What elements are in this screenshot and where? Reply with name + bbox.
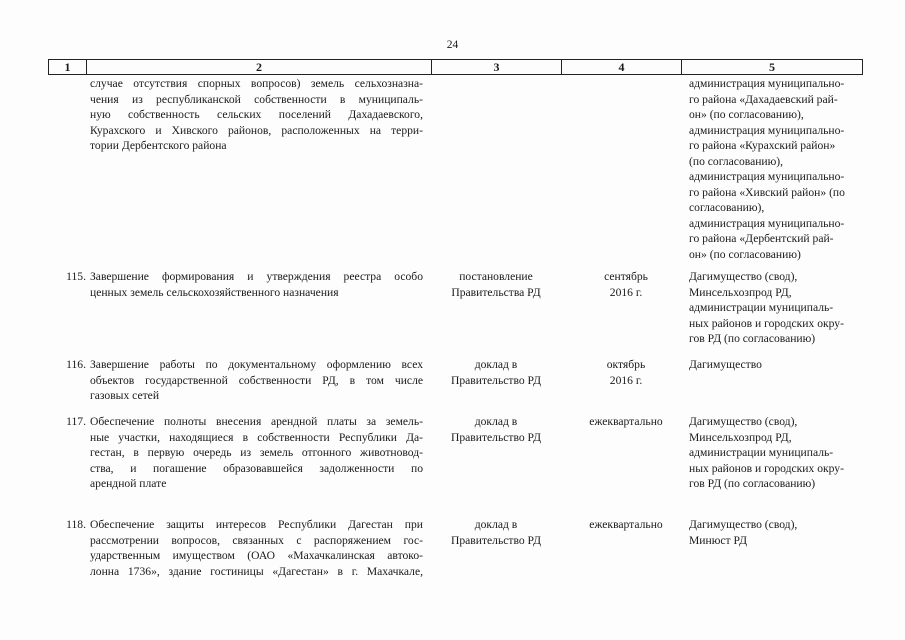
resp-line: Дагимущество (свод), xyxy=(689,518,798,531)
resp-line: администрация муниципально- xyxy=(689,123,845,137)
header-col-5: 5 xyxy=(682,60,863,75)
table-row-117 xyxy=(48,414,862,490)
row-document xyxy=(431,269,561,300)
term-line: сентябрь xyxy=(604,270,648,283)
continuation-responsible xyxy=(689,76,864,262)
row-task xyxy=(90,414,423,492)
resp-line: Дагимущество (свод), xyxy=(689,270,798,283)
row-task xyxy=(90,517,423,579)
header-col-2: 2 xyxy=(87,60,432,75)
row-number: 115. xyxy=(66,270,86,283)
task-line: ценных земель сельскохозяйственного назначения xyxy=(90,285,339,299)
resp-line: он» (по согласованию), xyxy=(689,108,804,121)
resp-line: Минюст РД xyxy=(689,533,747,547)
page-number: 24 xyxy=(446,39,459,51)
doc-line: Правительство РД xyxy=(450,533,542,547)
resp-line: администрация муниципально- xyxy=(689,77,845,90)
row-responsible xyxy=(689,414,864,492)
task-line: Курахского и Хивского районов, расположенных на терри- xyxy=(90,123,423,137)
header-col-1: 1 xyxy=(49,60,87,75)
resp-line: (по согласованию), xyxy=(689,154,784,168)
resp-line: Минсельхозпрод РД, xyxy=(689,430,792,444)
doc-line: Правительство РД xyxy=(450,373,542,387)
term-line: 2016 г. xyxy=(609,285,643,299)
row-task xyxy=(90,357,423,404)
row-document xyxy=(431,517,561,548)
resp-line: администрация муниципально- xyxy=(689,170,845,183)
resp-line: ных районов и городских окру- xyxy=(689,316,844,330)
resp-line: согласованию), xyxy=(689,201,765,214)
term-line: ежеквартально xyxy=(589,415,663,428)
resp-line: го района «Дербентский рай- xyxy=(689,232,834,245)
row-term xyxy=(566,269,686,300)
row-document xyxy=(431,357,561,388)
term-line: ежеквартально xyxy=(589,518,663,531)
resp-line: Минсельхозпрод РД, xyxy=(689,285,792,299)
row-number: 118. xyxy=(66,518,86,531)
row-responsible xyxy=(689,357,864,373)
task-line: лонна 1736», здание гостиницы «Дагестан» в г. Махачкале, xyxy=(90,564,423,578)
task-line: тории Дербентского района xyxy=(90,139,227,152)
row-responsible xyxy=(689,517,864,548)
task-line: рассмотрении вопросов, связанных с распоряжением гос- xyxy=(90,533,423,547)
continuation-task xyxy=(90,76,423,154)
task-line: чения из республиканской собственности в муниципаль- xyxy=(90,92,423,106)
doc-line: Правительства РД xyxy=(451,285,541,299)
resp-line: администрации муниципаль- xyxy=(689,446,834,459)
task-line: ударственным имуществом (ОАО «Махачкалинская автоко- xyxy=(90,549,423,562)
table-row-116 xyxy=(48,357,862,402)
row-responsible xyxy=(689,269,864,347)
resp-line: Дагимущество xyxy=(689,358,762,371)
header-col-3: 3 xyxy=(432,60,562,75)
table-header xyxy=(48,59,863,75)
term-line: октябрь xyxy=(606,358,646,371)
table-row-118 xyxy=(48,517,862,578)
task-line: объектов государственной собственности РД, в том числе xyxy=(90,373,423,387)
term-line: 2016 г. xyxy=(609,373,643,387)
row-term xyxy=(566,414,686,430)
row-number: 116. xyxy=(66,358,86,371)
task-line: Обеспечение полноты внесения арендной платы за земель- xyxy=(90,415,423,428)
doc-line: доклад в xyxy=(474,415,518,428)
resp-line: он» (по согласованию) xyxy=(689,247,801,261)
doc-line: доклад в xyxy=(474,518,518,531)
task-line: арендной плате xyxy=(90,477,167,490)
header-col-4: 4 xyxy=(562,60,682,75)
row-document xyxy=(431,414,561,445)
task-line: Завершение формирования и утверждения реестра особо xyxy=(90,270,423,283)
row-number: 117. xyxy=(66,415,86,428)
resp-line: администрация муниципально- xyxy=(689,216,845,230)
table-row-115 xyxy=(48,269,862,345)
task-line: Обеспечение защиты интересов Республики Дагестан при xyxy=(90,518,423,531)
task-line: ства, и погашение образовавшейся задолженности по xyxy=(90,461,423,475)
resp-line: гов РД (по согласованию) xyxy=(689,332,816,345)
row-term xyxy=(566,517,686,533)
doc-line: Правительство РД xyxy=(450,430,542,444)
resp-line: ных районов и городских окру- xyxy=(689,461,844,475)
continuation-row xyxy=(48,76,862,261)
row-term xyxy=(566,357,686,388)
resp-line: го района «Курахский район» xyxy=(689,139,836,152)
doc-line: доклад в xyxy=(474,358,518,371)
task-line: газовых сетей xyxy=(90,389,160,402)
header-row xyxy=(49,60,863,75)
row-task xyxy=(90,269,423,300)
task-line: ную собственность сельских поселений Дахадаевского, xyxy=(90,108,423,121)
task-line: случае отсутствия спорных вопросов) земель сельхозназна- xyxy=(90,77,423,90)
resp-line: го района «Хивский район» (по xyxy=(689,185,845,199)
resp-line: Дагимущество (свод), xyxy=(689,415,798,428)
resp-line: гов РД (по согласованию) xyxy=(689,477,816,490)
resp-line: го района «Дахадаевский рай- xyxy=(689,92,838,106)
task-line: Завершение работы по документальному оформлению всех xyxy=(90,358,423,371)
resp-line: администрации муниципаль- xyxy=(689,301,834,314)
task-line: ные участки, находящиеся в собственности Республики Да- xyxy=(90,430,423,444)
task-line: гестан, в первую очередь из земель отгонного животновод- xyxy=(90,446,423,459)
doc-line: постановление xyxy=(459,270,533,283)
